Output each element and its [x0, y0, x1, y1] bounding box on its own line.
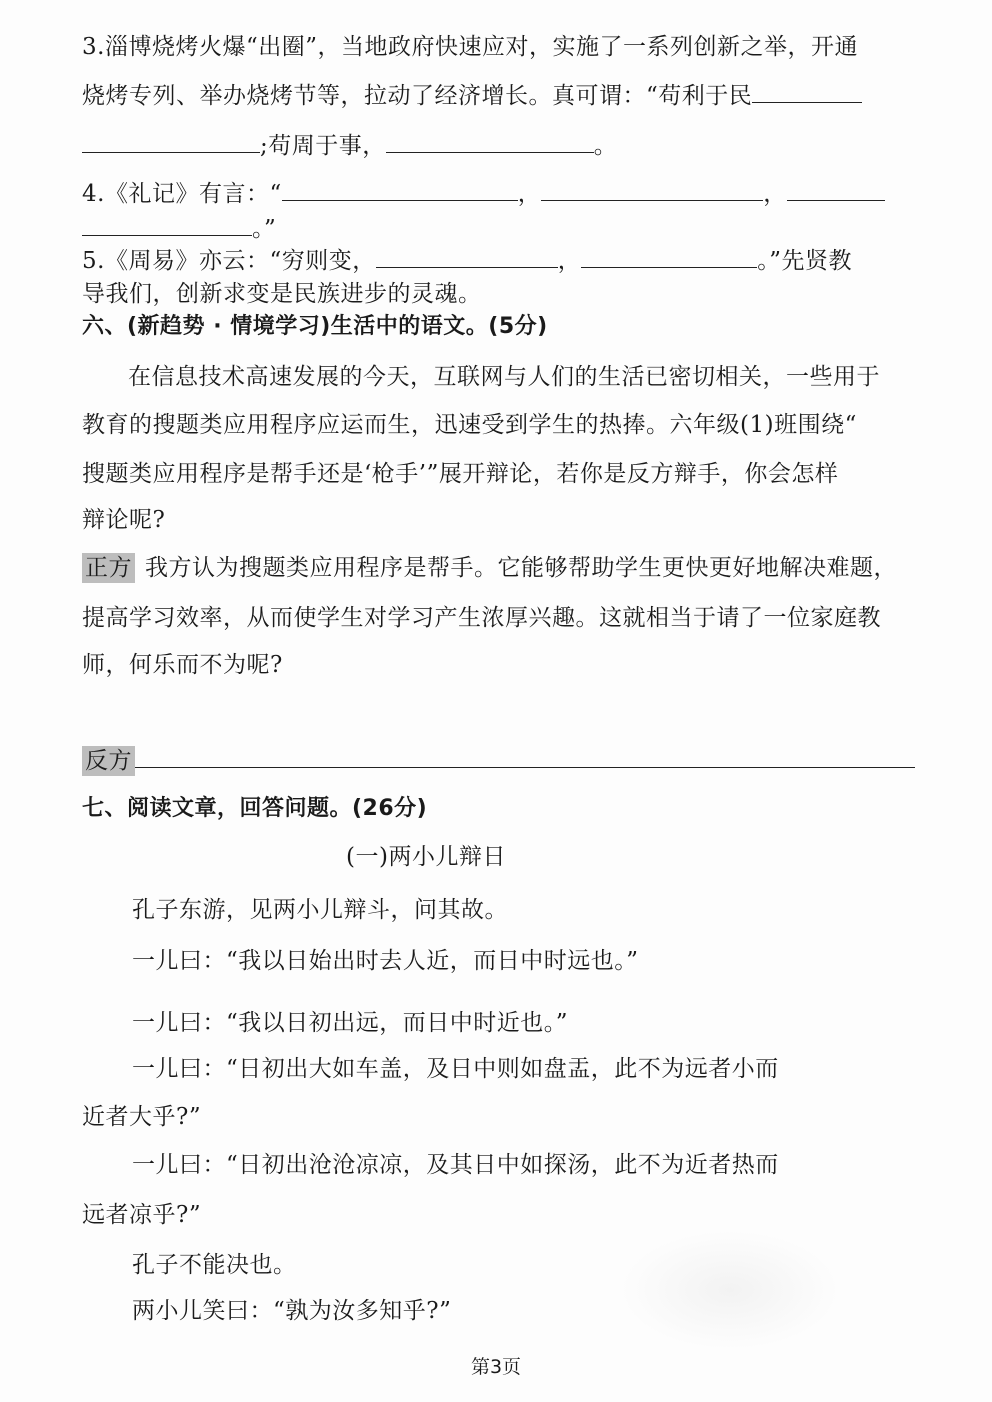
q3-line-1: 3.淄博烧烤火爆“出圈”，当地政府快速应对，实施了一系列创新之举，开通	[82, 34, 858, 60]
page-number: 第3页	[470, 1356, 522, 1378]
q4-prefix: 4.《礼记》有言：“	[82, 181, 282, 207]
q4-blank-3[interactable]	[787, 178, 885, 201]
q5-line-2: 导我们，创新求变是民族进步的灵魂。	[82, 281, 482, 307]
passage-line-4: 一儿曰：“日初出大如车盖，及日中则如盘盂，此不为远者小而	[132, 1056, 779, 1082]
section-7-subtitle: (一)两小儿辩日	[346, 844, 506, 870]
q4-blank-2[interactable]	[541, 178, 763, 201]
q3-blank-1[interactable]	[752, 80, 862, 103]
con-side-tag: 反方	[82, 746, 135, 776]
section-6-para-3: 搜题类应用程序是帮手还是‘枪手’”展开辩论，若你是反方辩手，你会怎样	[82, 461, 839, 487]
q5-blank-1[interactable]	[376, 245, 558, 268]
q5-comma: ，	[557, 248, 582, 274]
passage-line-3: 一儿曰：“我以日初出远，而日中时近也。”	[132, 1010, 569, 1036]
q5-suffix: 。”先贤教	[757, 248, 852, 274]
q4-blank-4[interactable]	[82, 213, 252, 236]
pro-side-tag: 正方	[82, 553, 135, 583]
q4-end: 。”	[252, 216, 277, 242]
q3-line-3-mid: ;苟周于事，	[260, 133, 386, 159]
passage-line-9: 两小儿笑曰：“孰为汝多知乎?”	[132, 1298, 452, 1324]
pro-side-line-1	[82, 553, 897, 583]
q5-blank-2[interactable]	[581, 245, 757, 268]
q4-blank-1[interactable]	[282, 178, 518, 201]
passage-line-8: 孔子不能决也。	[132, 1252, 297, 1278]
passage-line-2: 一儿曰：“我以日始出时去人近，而日中时远也。”	[132, 948, 639, 974]
passage-line-5: 近者大乎?”	[82, 1104, 202, 1130]
q3-line-2-text: 烧烤专列、举办烧烤节等，拉动了经济增长。真可谓：“苟利于民	[82, 83, 753, 109]
q3-line-2	[82, 80, 862, 111]
section-6-title: 六、(新趋势 · 情境学习)生活中的语文。(5分)	[82, 314, 548, 339]
scan-smudge	[620, 1230, 840, 1350]
con-side-answer-blank[interactable]	[135, 745, 915, 768]
section-6-para-1: 在信息技术高速发展的今天，互联网与人们的生活已密切相关，一些用于	[128, 364, 880, 390]
q4-comma-2: ，	[763, 181, 787, 207]
q3-line-3	[82, 130, 617, 161]
pro-side-text-1: 我方认为搜题类应用程序是帮手。它能够帮助学生更快更好地解决难题，	[145, 555, 897, 581]
section-7-title: 七、阅读文章，回答问题。(26分)	[82, 796, 428, 821]
passage-line-6: 一儿曰：“日初出沧沧凉凉，及其日中如探汤，此不为近者热而	[132, 1152, 779, 1178]
passage-line-1: 孔子东游，见两小儿辩斗，问其故。	[132, 897, 508, 923]
q5-prefix: 5.《周易》亦云：“穷则变，	[82, 248, 376, 274]
q4-line-2	[82, 213, 276, 244]
con-side-line	[82, 745, 915, 776]
passage-line-7: 远者凉乎?”	[82, 1202, 202, 1228]
q3-blank-2[interactable]	[82, 130, 260, 153]
section-6-para-4: 辩论呢?	[82, 507, 166, 533]
pro-side-line-3: 师，何乐而不为呢?	[82, 652, 283, 678]
q3-line-3-end: 。	[593, 133, 618, 159]
pro-side-line-2: 提高学习效率，从而使学生对学习产生浓厚兴趣。这就相当于请了一位家庭教	[82, 605, 881, 631]
q3-blank-3[interactable]	[386, 130, 594, 153]
q5-line-1	[82, 245, 852, 276]
q4-line-1	[82, 178, 885, 209]
q4-comma-1: ，	[517, 181, 542, 207]
section-6-para-2: 教育的搜题类应用程序应运而生，迅速受到学生的热捧。六年级(1)班围绕“	[82, 412, 857, 438]
